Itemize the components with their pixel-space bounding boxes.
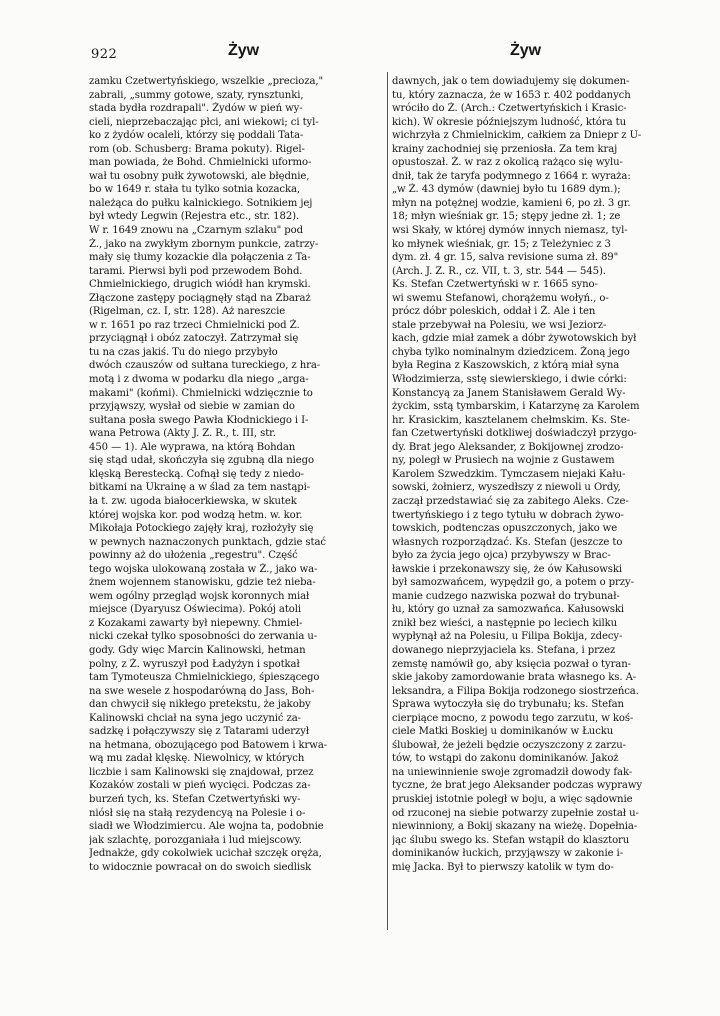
text-line: cierpiące mocno, z powodu tego zarzutu, w koś- [392,712,634,724]
text-line: „w Ż. 43 dymów (dawniej było tu 1689 dym.); [392,184,621,196]
text-line: wana Petrowa (Akty J. Z. R., t. III, str. [89,428,276,440]
text-line: (Rigelman, cz. I, str. 128). Aż nareszcie [89,306,286,318]
text-line: tam Tymoteusza Chmielnickiego, śpieszącego [89,672,320,684]
text-line: wą mu zadał klęskę. Niewolnicy, w których [89,753,305,765]
text-line: na swe wesele z hospodarówną do Jass, Boh- [89,685,315,697]
text-line: ciele Matki Boskiej u dominikanów w Łucku [392,726,614,738]
text-line: mały się tłumy kozackie dla połączenia z Ta- [89,252,311,264]
text-line: ślubował, że jeżeli będzie oczyszczony z zarzu- [392,739,626,751]
text-line: bo w 1649 r. stała tu tylko sotnia kozacka, [89,184,301,196]
text-line: sułtana posła swego Pawła Kłodnickiego i I- [89,414,309,426]
text-line: gody. Gdy więc Marcin Kalinowski, hetman [89,644,306,656]
text-line: wsi Skały, w której dymów innych niemasz, tyl- [392,225,628,237]
text-line: ko młynek wieśniak, gr. 15; z Teleżyniec z 3 [392,238,611,250]
text-line: Kalinowski chciał na syna jego uczynić za- [89,712,301,724]
text-line: znikł bez wieści, a następnie po leciech kilku [392,617,618,629]
text-line: dowanego nieprzyjaciela ks. Stefana, i przez [392,644,616,656]
left-text-column [89,75,379,874]
text-line: wróciło do Ż. (Arch.: Czetwertyńskich i Krasic- [392,103,627,115]
text-line: należąca do pułku kalnickiego. Sotnikiem jej [89,197,313,209]
text-line: wi swemu Stefanowi, chorążemu wołyń., o- [392,292,609,304]
text-line: powinny aż do ułożenia „regestru". Część [89,550,298,562]
text-line: dominikanów łuckich, przyjąwszy w zakonie i- [392,848,623,860]
text-line: skie jakoby zamordowanie brata własnego ks. A- [392,672,637,684]
text-line: Sprawa wytoczyła się do trybunału; ks. Stefan [392,699,624,711]
text-line: manie cudzego nazwiska pozwał do trybunał- [392,590,620,602]
text-line: dy. Brat jego Aleksander, z Bokijownej zrodzo- [392,441,624,453]
text-line: polny, z Ż. wyruszył pod Ładyżyn i spotkał [89,658,300,670]
text-line: zaczął przedstawiać się za zabitego Aleks. Cze- [392,495,629,507]
text-line: zamku Czetwertyńskiego, wszelkie „precioza," [89,76,324,87]
text-line: było za życia jego ojca) przybywszy w Brac- [392,550,611,562]
text-line: ławskie i przekonawszy się, że ów Kałusowski [392,563,622,575]
text-line: wichrzyła z Chmielnickim, całkiem za Dniepr z U- [392,130,642,142]
text-line: młyn na potężnej wodzie, kamieni 6, po zł. 3 gr. [392,197,631,209]
text-line: man powiada, że Bohd. Chmielnicki uformo- [89,157,312,169]
text-line: klęską Berestecką. Cofnął się tedy z niedo- [89,468,304,480]
text-line: na uniewinnienie swoje zgromadził dowody fak- [392,766,633,778]
text-line: Jednakże, gdy cokolwiek ucichał szczęk oręża, [89,848,322,860]
text-line: zemstę namówił go, aby księcia pozwał o tyran- [392,658,631,670]
text-line: przyciągnął i obóz zatoczył. Zatrzymał się [89,333,299,345]
text-line: tyczne, że brat jego Aleksander podczas wyprawy [392,780,642,792]
text-line: siadł we Włodzimiercu. Ale wojna ta, podobnie [89,821,324,833]
text-line: na hetmana, obozującego pod Batowem i krwa- [89,739,328,751]
column-divider [387,72,388,930]
text-line: mię Jacka. Był to pierwszy katolik w tym do- [392,861,614,873]
text-line: twertyńskiego i z tego tytułu w dobrach żywo- [392,509,624,521]
text-line: tarami. Pierwsi byli pod przewodem Bohd. [89,265,303,277]
text-line: wem ogólny przegląd wojsk koronnych miał [89,590,310,602]
text-line: ko z żydów ocaleli, którzy się poddali Tata- [89,130,304,142]
text-line: się stąd udał, skończyła się zgubną dla niego [89,455,314,467]
text-line: ny, poległ w Prusiech na wojnie z Gustawem [392,455,615,467]
text-line: W r. 1649 znowu na „Czarnym szlaku" pod [89,225,303,237]
text-line: żnem wojennem stanowisku, gdzie też nieba- [89,577,316,589]
text-line: której wojska kor. pod wodzą hetm. w. kor. [89,509,303,521]
text-line: łu, który go uznał za samozwańca. Kałusowski [392,604,625,616]
text-line: w pewnych naznaczonych punktach, gdzie stać [89,536,326,548]
text-line: rom (ob. Schusberg: Brama pokuty). Rigel- [89,143,305,155]
text-line: przyjąwszy, wysłał od siebie w zamian do [89,401,295,413]
text-line: sowski, żołnierz, wyszedłszy z niewoli u Ordy, [392,482,621,494]
text-line: jak szlachtę, porozganiała i lud miejscowy. [89,834,302,846]
text-line: niewinniony, a Bokij skazany na wieżę. Dopełnia- [392,821,638,833]
text-line: Złączone zastępy pociągnęły stąd na Zbaraż [89,292,311,304]
text-line: Ż., jako na zwykłym zbornym punkcie, zatrzy- [89,238,319,250]
text-line: cieli, nieprzebaczając płci, ani wiekowi; ci tyl- [89,116,319,128]
text-line: dnił, tak że taryfa podymnego z 1664 r. wyraża: [392,170,631,182]
text-line: Kozaków zostali w pień wycięci. Podczas za- [89,780,311,792]
text-line: dan chwycił się nikłego pretekstu, że jakoby [89,699,311,711]
text-line: prócz dóbr poleskich, oddał i Ż. Ale i ten [392,306,596,318]
text-line: makami" (końmi). Chmielnicki wdzięcznie to [89,387,313,399]
text-line: tu na czas jakiś. Tu do niego przybyło [89,346,278,358]
text-line: stale przebywał na Polesiu, we wsi Jeziorz- [392,319,607,331]
text-line: Mikołaja Potockiego zajęły kraj, rozłożyły się [89,523,314,535]
text-line: wypłynął aż na Polesiu, u Filipa Bokija, zdecy- [392,631,623,643]
text-line: tu, który zaznacza, że w 1653 r. 402 poddanych [392,89,631,101]
text-line: życkim, sstą tymbarskim, i Katarzynę za Karolem [392,401,640,413]
text-line: sadzkę i połączywszy się z Tatarami uderzył [89,726,310,738]
text-line: Włodzimierza, sstę siewierskiego, i dwie córki: [392,374,627,386]
text-line: stada bydła rozdrapali". Żydów w pień wy- [89,103,303,115]
text-line: od rzuconej na siebie potwarzy zupełnie został u- [392,807,639,819]
text-line: hr. Krasickim, kasztelanem chełmskim. Ks. Ste- [392,414,630,426]
text-line: leksandra, a Filipa Bokija rodzonego siostrzeńca. [392,685,639,697]
text-line: był wtedy Legwin (Rejestra etc., str. 182). [89,211,300,223]
right-running-head: Żyw [510,42,542,59]
text-line: zabrali, „summy gotowe, szaty, rynsztunki, [89,89,304,101]
text-line: towskich, podtenczas opuszczonych, jako we [392,523,618,535]
text-line: był samozwańcem, wypędził go, a potem o przy- [392,577,634,589]
text-line: jąc ślubu swego ks. Stefan wstąpił do klasztoru [392,834,630,846]
text-line: chyba tylko nominalnym dziedzicem. Żoną jego [392,346,630,358]
text-line: kich). W okresie późniejszym ludność, która tu [392,116,626,128]
text-line: niósł się na stałą rezydencyą na Polesie i o- [89,807,306,819]
text-line: burzeń tych, ks. Stefan Czetwertyński wy- [89,793,301,805]
text-line: (Arch. J. Z. R., cz. VII, t. 3, str. 544 — 545). [392,265,606,277]
text-line: Karolem Szwedzkim. Tymczasem niejaki Kału- [392,468,626,480]
text-line: miejsce (Dyaryusz Oświecima). Pokój atoli [89,604,302,616]
text-line: opustoszał. Ż. w raz z okolicą rażąco się wylu- [392,157,623,169]
text-line: bitkami na Ukrainę a w ślad za tem nastąpi- [89,482,311,494]
text-line: to widocznie powracał on do swoich siedlisk [89,861,312,873]
text-line: liczbie i sam Kalinowski się znajdował, przez [89,766,314,778]
text-line: tów, to wstąpi do zakonu dominikanów. Jakoż [392,753,619,765]
text-line: własnych rozporządzać. Ks. Stefan (jeszcze to [392,536,623,548]
left-running-head: Żyw [228,42,260,59]
text-line: fan Czetwertyński dotkliwej doświadczył przygo- [392,428,637,440]
text-line: w r. 1651 po raz trzeci Chmielnicki pod Ż. [89,319,300,331]
text-line: była Regina z Kaszowskich, z którą miał syna [392,360,620,372]
text-line: dawnych, jak o tem dowiadujemy się dokumen- [392,76,630,87]
text-line: ła t. zw. ugoda białocerkiewska, w skutek [89,495,297,507]
text-line: 450 — 1). Ale wyprawa, na którą Bohdan [89,441,296,453]
text-line: tego wojska ulokowaną została w Ż., jako wa- [89,563,318,575]
text-line: nicki czekał tylko sposobności do zerwania u- [89,631,318,643]
text-line: Chmielnickiego, drugich wiódł han krymski. [89,279,311,291]
text-line: Konstancyą za Janem Stanisławem Gerald Wy- [392,387,626,399]
text-line: kach, gdzie miał zamek a dóbr żywotowskich był [392,333,637,345]
text-line: pruskiej istotnie poległ w boju, a więc sądownie [392,793,633,805]
text-line: motą i z dwoma w podarku dla niego „arga- [89,374,309,386]
text-line: Ks. Stefan Czetwertyński w r. 1665 syno- [392,279,598,291]
text-line: wał tu osobny pułk żywotowski, ale błędnie, [89,170,310,182]
text-line: dwóch czauszów od sułtana tureckiego, z hra- [89,360,321,372]
text-line: dym. zł. 4 gr. 15, salva revisione suma zł. 89" [392,252,619,264]
right-text-column [392,75,662,874]
text-line: krainy zachodniej się przeniosła. Za tem kraj [392,143,618,155]
text-line: z Kozakami zawarty był niepewny. Chmiel- [89,617,303,629]
text-line: 18; młyn wieśniak gr. 15; stępy jedne zł. 1; ze [392,211,621,223]
page-number: 922 [91,47,118,62]
